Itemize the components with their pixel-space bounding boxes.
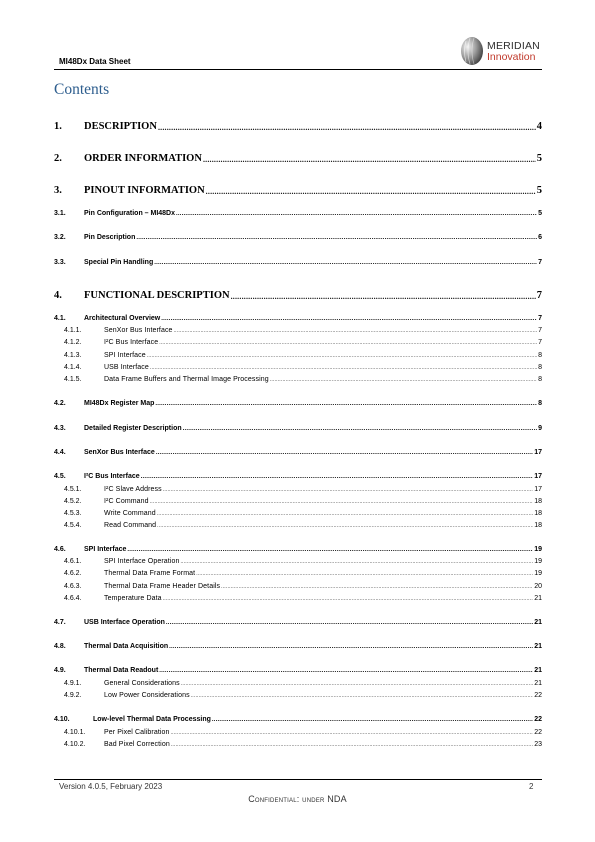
toc-label: Low Power Considerations: [104, 692, 190, 699]
toc-label: General Considerations: [104, 680, 180, 687]
footer-version: Version 4.0.5, February 2023: [59, 782, 163, 791]
toc-entry[interactable]: [64, 339, 542, 346]
toc-number: 2.: [54, 153, 62, 164]
toc-label: USB Interface: [104, 364, 149, 371]
toc-leader-dots: [169, 644, 533, 650]
toc-entry[interactable]: [64, 583, 542, 590]
toc-entry[interactable]: [64, 327, 542, 334]
toc-entry[interactable]: [54, 234, 542, 241]
footer-divider: [54, 779, 542, 780]
toc-page-number: 8: [538, 376, 542, 383]
toc-entry[interactable]: [64, 741, 542, 748]
toc-label: FUNCTIONAL DESCRIPTION: [84, 290, 230, 301]
toc-leader-dots: [159, 668, 533, 674]
toc-entry[interactable]: [54, 546, 542, 553]
toc-label: SPI Interface: [104, 352, 146, 359]
toc-page-number: 20: [534, 583, 542, 590]
toc-page-number: 19: [534, 558, 542, 565]
toc-page-number: 21: [534, 667, 542, 674]
toc-entry[interactable]: [54, 449, 542, 456]
toc-entry[interactable]: [54, 210, 542, 217]
toc-entry[interactable]: [64, 486, 542, 493]
toc-entry[interactable]: [64, 570, 542, 577]
confidential-notice: Confidential: under NDA: [248, 794, 347, 804]
toc-entry[interactable]: [54, 259, 542, 266]
toc-number: 4.10.2.: [64, 741, 86, 748]
toc-label: Per Pixel Calibration: [104, 729, 170, 736]
toc-number: 4.1.1.: [64, 327, 82, 334]
logo-innovation-text: Innovation: [487, 51, 536, 63]
toc-number: 4.5.3.: [64, 510, 82, 517]
toc-number: 4.: [54, 290, 62, 301]
toc-number: 4.1.3.: [64, 352, 82, 359]
toc-entry[interactable]: [64, 680, 542, 687]
toc-entry[interactable]: [54, 153, 542, 164]
toc-label: ORDER INFORMATION: [84, 153, 202, 164]
toc-entry[interactable]: [54, 400, 542, 407]
toc-entry[interactable]: [54, 619, 542, 626]
toc-label: I²C Bus Interface: [84, 473, 140, 480]
toc-number: 1.: [54, 121, 62, 132]
toc-page-number: 8: [538, 364, 542, 371]
toc-entry[interactable]: [64, 729, 542, 736]
toc-number: 4.1.5.: [64, 376, 82, 383]
toc-entry[interactable]: [64, 364, 542, 371]
toc-number: 4.6.2.: [64, 570, 82, 577]
toc-leader-dots: [154, 260, 537, 266]
toc-leader-dots: [127, 547, 533, 553]
toc-label: Temperature Data: [104, 595, 162, 602]
toc-number: 4.1.4.: [64, 364, 82, 371]
toc-number: 4.3.: [54, 425, 66, 432]
toc-label: I²C Bus Interface: [104, 339, 159, 346]
toc-page-number: 22: [534, 692, 542, 699]
toc-leader-dots: [163, 596, 534, 602]
toc-label: SenXor Bus Interface: [104, 327, 173, 334]
toc-page-number: 21: [534, 643, 542, 650]
toc-number: 4.5.4.: [64, 522, 82, 529]
toc-label: Thermal Data Readout: [84, 667, 159, 674]
toc-page-number: 7: [536, 290, 542, 301]
toc-page-number: 18: [534, 522, 542, 529]
toc-number: 4.5.2.: [64, 498, 82, 505]
toc-leader-dots: [158, 123, 536, 132]
toc-leader-dots: [166, 620, 533, 626]
toc-page-number: 21: [534, 619, 542, 626]
toc-number: 4.9.1.: [64, 680, 82, 687]
toc-number: 4.7.: [54, 619, 66, 626]
toc-page-number: 22: [534, 716, 542, 723]
toc-label: Write Command: [104, 510, 156, 517]
toc-label: SPI Interface Operation: [104, 558, 180, 565]
toc-page-number: 23: [534, 741, 542, 748]
toc-page-number: 6: [538, 234, 542, 241]
toc-number: 4.6.3.: [64, 583, 82, 590]
toc-entry[interactable]: [64, 558, 542, 565]
toc-number: 4.5.1.: [64, 486, 82, 493]
toc-number: 4.1.2.: [64, 339, 82, 346]
toc-leader-dots: [150, 499, 534, 505]
toc-label: USB Interface Operation: [84, 619, 165, 626]
toc-number: 4.4.: [54, 449, 66, 456]
toc-number: 3.2.: [54, 234, 66, 241]
toc-number: 4.2.: [54, 400, 66, 407]
toc-entry[interactable]: [54, 121, 542, 132]
toc-page-number: 5: [538, 210, 542, 217]
toc-leader-dots: [171, 730, 534, 736]
toc-page-number: 7: [538, 339, 542, 346]
toc-page-number: 4: [536, 121, 542, 132]
toc-leader-dots: [141, 474, 534, 480]
toc-label: Low-level Thermal Data Processing: [93, 716, 211, 723]
toc-entry[interactable]: [64, 595, 542, 602]
toc-number: 3.3.: [54, 259, 66, 266]
toc-number: 3.1.: [54, 210, 66, 217]
toc-label: Data Frame Buffers and Thermal Image Processing: [104, 376, 269, 383]
toc-leader-dots: [270, 377, 537, 383]
toc-label: SenXor Bus Interface: [84, 449, 155, 456]
toc-number: 4.10.: [54, 716, 70, 723]
toc-entry[interactable]: [54, 425, 542, 432]
toc-page-number: 17: [534, 473, 542, 480]
toc-entry[interactable]: [64, 692, 542, 699]
toc-page-number: 17: [534, 449, 542, 456]
toc-leader-dots: [183, 426, 537, 432]
toc-number: 4.6.1.: [64, 558, 82, 565]
toc-label: Read Command: [104, 522, 157, 529]
toc-label: Architectural Overview: [84, 315, 161, 322]
toc-leader-dots: [157, 523, 533, 529]
toc-number: 4.10.1.: [64, 729, 86, 736]
contents-heading: Contents: [54, 81, 110, 98]
toc-leader-dots: [147, 353, 537, 359]
toc-leader-dots: [196, 571, 533, 577]
toc-page-number: 9: [538, 425, 542, 432]
toc-page-number: 22: [534, 729, 542, 736]
toc-leader-dots: [206, 187, 536, 196]
toc-entry[interactable]: [54, 473, 542, 480]
toc-entry[interactable]: [54, 185, 542, 196]
toc-leader-dots: [156, 450, 533, 456]
logo-meridian-text: MERIDIAN: [487, 40, 540, 52]
toc-page-number: 5: [536, 185, 542, 196]
toc-leader-dots: [221, 584, 533, 590]
toc-leader-dots: [203, 155, 536, 164]
toc-number: 4.6.: [54, 546, 66, 553]
toc-leader-dots: [171, 742, 533, 748]
toc-entry[interactable]: [54, 643, 542, 650]
toc-page-number: 8: [538, 400, 542, 407]
toc-label: PINOUT INFORMATION: [84, 185, 205, 196]
toc-leader-dots: [174, 328, 538, 334]
toc-leader-dots: [191, 693, 534, 699]
toc-leader-dots: [157, 511, 533, 517]
toc-number: 4.9.2.: [64, 692, 82, 699]
toc-label: Detailed Register Description: [84, 425, 182, 432]
toc-leader-dots: [180, 559, 533, 565]
page-number: 2: [529, 782, 534, 791]
toc-label: Bad Pixel Correction: [104, 741, 170, 748]
toc-label: SPI Interface: [84, 546, 127, 553]
toc-number: 4.8.: [54, 643, 66, 650]
toc-label: I²C Slave Address: [104, 486, 162, 493]
toc-number: 3.: [54, 185, 62, 196]
toc-leader-dots: [176, 211, 537, 217]
toc-leader-dots: [163, 487, 533, 493]
toc-number: 4.6.4.: [64, 595, 82, 602]
toc-number: 4.9.: [54, 667, 66, 674]
toc-label: Thermal Data Acquisition: [84, 643, 169, 650]
toc-page-number: 18: [534, 498, 542, 505]
toc-label: Thermal Data Frame Format: [104, 570, 196, 577]
toc-page-number: 21: [534, 595, 542, 602]
toc-page-number: 7: [538, 259, 542, 266]
toc-page-number: 7: [538, 315, 542, 322]
toc-label: MI48Dx Register Map: [84, 400, 155, 407]
toc-leader-dots: [212, 717, 533, 723]
toc-label: Thermal Data Frame Header Details: [104, 583, 221, 590]
toc-entry[interactable]: [64, 510, 542, 517]
toc-entry[interactable]: [54, 667, 542, 674]
toc-entry[interactable]: [64, 376, 542, 383]
toc-label: Pin Description: [84, 234, 136, 241]
toc-label: DESCRIPTION: [84, 121, 157, 132]
toc-entry[interactable]: [64, 522, 542, 529]
toc-page-number: 17: [534, 486, 542, 493]
toc-label: I²C Command: [104, 498, 149, 505]
toc-page-number: 19: [534, 546, 542, 553]
toc-page-number: 8: [538, 352, 542, 359]
toc-page-number: 7: [538, 327, 542, 334]
toc-number: 4.5.: [54, 473, 66, 480]
toc-leader-dots: [159, 340, 537, 346]
toc-number: 4.1.: [54, 315, 66, 322]
toc-page-number: 18: [534, 510, 542, 517]
toc-leader-dots: [155, 401, 537, 407]
toc-leader-dots: [161, 316, 537, 322]
document-title: MI48Dx Data Sheet: [59, 57, 131, 66]
toc-page-number: 21: [534, 680, 542, 687]
toc-leader-dots: [136, 235, 537, 241]
toc-page-number: 19: [534, 570, 542, 577]
toc-label: Special Pin Handling: [84, 259, 154, 266]
toc-entry[interactable]: [64, 498, 542, 505]
toc-entry[interactable]: [54, 716, 542, 723]
toc-leader-dots: [150, 365, 537, 371]
toc-entry[interactable]: [54, 290, 542, 301]
toc-leader-dots: [181, 681, 533, 687]
toc-leader-dots: [231, 292, 536, 301]
toc-entry[interactable]: [64, 352, 542, 359]
toc-page-number: 5: [536, 153, 542, 164]
toc-entry[interactable]: [54, 315, 542, 322]
toc-label: Pin Configuration – MI48Dx: [84, 210, 176, 217]
